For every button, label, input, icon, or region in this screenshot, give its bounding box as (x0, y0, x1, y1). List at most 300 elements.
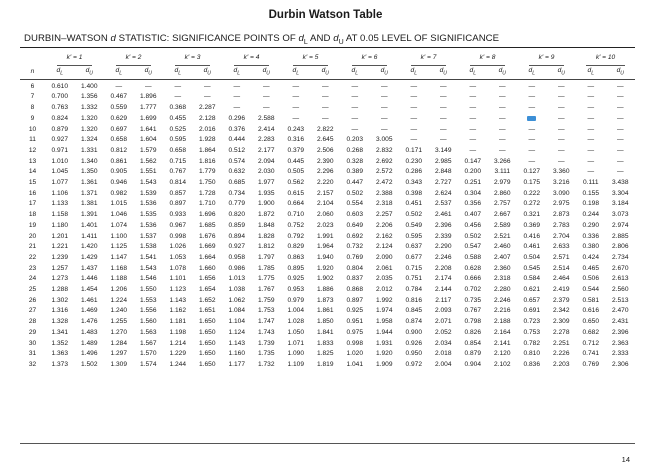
table-cell: 2.506 (316, 146, 334, 154)
table-row (20, 264, 635, 275)
table-cell: 2.783 (552, 221, 570, 229)
table-cell: 0.792 (287, 232, 304, 240)
table-row (20, 296, 635, 307)
table-cell: 0.376 (228, 125, 245, 133)
table-cell: 1.669 (198, 243, 216, 251)
empty-cell-dash: — (262, 104, 270, 112)
table-cell: 1.940 (316, 253, 334, 261)
table-cell: 0.175 (523, 179, 540, 187)
table-cell: 2.832 (375, 146, 393, 154)
table-cell: 2.571 (552, 253, 570, 261)
table-cell: 0.998 (169, 232, 186, 240)
table-cell: 1.106 (51, 189, 68, 197)
page-title: Durbin Watson Table (268, 9, 383, 21)
table-cell: 1.896 (139, 93, 157, 101)
table-cell: 0.837 (346, 275, 363, 283)
table-cell: 0.900 (405, 328, 422, 336)
table-cell: 2.157 (316, 189, 334, 197)
table-cell: 1.902 (316, 275, 334, 283)
table-cell: 1.775 (257, 275, 275, 283)
table-cell: 1.077 (51, 179, 68, 187)
table-cell: 1.958 (375, 318, 393, 326)
empty-cell-dash: — (587, 125, 595, 133)
table-cell: 1.779 (198, 168, 216, 176)
table-cell: 0.927 (51, 136, 68, 144)
table-cell: 2.633 (552, 243, 570, 251)
table-cell: 2.071 (434, 318, 452, 326)
table-cell: 0.735 (464, 296, 481, 304)
table-cell: 2.848 (434, 168, 452, 176)
table-cell: 0.588 (464, 253, 481, 261)
empty-cell-dash: — (292, 93, 300, 101)
table-cell: 0.666 (464, 275, 481, 283)
table-cell: 1.411 (81, 232, 98, 240)
table-cell: 1.710 (198, 200, 216, 208)
table-cell: 1.841 (316, 328, 334, 336)
row-n-value: 30 (28, 339, 37, 347)
table-cell: 1.550 (139, 286, 157, 294)
table-cell: 2.339 (434, 232, 452, 240)
table-row (20, 339, 635, 350)
table-cell: 1.188 (110, 275, 127, 283)
du-column-header: $d_U$ (370, 66, 400, 80)
table-cell: 2.885 (612, 232, 629, 240)
table-cell: 0.782 (523, 339, 540, 347)
table-cell: 1.324 (80, 136, 98, 144)
table-cell: 0.416 (523, 232, 540, 240)
table-cell: 0.895 (287, 264, 304, 272)
table-cell: 2.975 (552, 200, 570, 208)
table-cell: 1.020 (346, 350, 363, 358)
table-cell: 1.541 (139, 253, 157, 261)
table-cell: 2.822 (316, 125, 334, 133)
table-cell: 2.985 (434, 157, 452, 165)
empty-cell-dash: — (616, 168, 624, 176)
table-cell: 2.012 (375, 286, 393, 294)
table-cell: 1.078 (169, 264, 186, 272)
table-cell: 1.239 (51, 253, 68, 261)
table-cell: 2.560 (612, 286, 629, 294)
empty-cell-dash: — (351, 93, 359, 101)
table-cell: 0.857 (169, 189, 186, 197)
dl-column-header: $d_L$ (517, 66, 547, 80)
table-cell: 0.751 (405, 275, 422, 283)
empty-cell-dash: — (587, 114, 595, 122)
table-cell: 2.296 (316, 168, 334, 176)
selection-marker-icon (527, 116, 536, 121)
row-n-value: 29 (28, 328, 37, 336)
table-row (20, 274, 635, 285)
table-row (20, 189, 635, 200)
du-column-header: $d_U$ (606, 66, 636, 80)
empty-cell-dash: — (616, 157, 624, 165)
table-cell: 0.328 (346, 157, 363, 165)
table-cell: 0.859 (228, 221, 245, 229)
empty-cell-dash: — (380, 93, 388, 101)
bottom-rule (20, 443, 635, 444)
table-row (20, 210, 635, 221)
empty-cell-dash: — (439, 104, 447, 112)
table-cell: 0.986 (228, 264, 245, 272)
table-cell: 1.401 (80, 221, 98, 229)
empty-cell-dash: — (351, 125, 359, 133)
table-cell: 2.589 (493, 221, 511, 229)
empty-cell-dash: — (233, 104, 241, 112)
table-cell: 0.198 (582, 200, 599, 208)
table-cell: 2.806 (612, 243, 629, 251)
empty-cell-dash: — (498, 146, 506, 154)
table-cell: 2.117 (435, 296, 452, 304)
dl-column-header: $d_L$ (458, 66, 488, 80)
table-cell: 2.306 (612, 361, 629, 368)
table-cell: 1.797 (257, 253, 275, 261)
row-n-value: 9 (30, 114, 35, 122)
d-header-row (20, 66, 635, 80)
empty-cell-dash: — (380, 104, 388, 112)
table-cell: 1.777 (139, 104, 157, 112)
table-cell: 0.222 (523, 189, 540, 197)
table-cell: 1.201 (51, 232, 68, 240)
table-cell: 3.184 (612, 200, 629, 208)
empty-cell-dash: — (469, 93, 477, 101)
empty-cell-dash: — (410, 93, 418, 101)
empty-cell-dash: — (498, 104, 506, 112)
row-n-value: 17 (28, 200, 37, 208)
table-cell: 0.547 (464, 243, 481, 251)
table-cell: 1.872 (257, 211, 275, 219)
table-row (20, 242, 635, 253)
table-cell: 1.537 (139, 232, 157, 240)
empty-cell-dash: — (587, 136, 595, 144)
table-cell: 1.214 (169, 339, 186, 347)
table-cell: 0.628 (464, 264, 481, 272)
empty-cell-dash: — (469, 104, 477, 112)
du-column-header: $d_U$ (547, 66, 577, 80)
k-header: k′ = 3 (163, 53, 222, 66)
table-cell: 1.496 (80, 350, 98, 358)
table-cell: 1.991 (316, 232, 334, 240)
table-cell: 0.998 (346, 339, 363, 347)
table-cell: 1.045 (51, 168, 68, 176)
empty-cell-dash: — (439, 82, 447, 90)
table-row (20, 328, 635, 339)
empty-cell-dash: — (351, 82, 359, 90)
table-cell: 0.982 (110, 189, 127, 197)
du-column-header: $d_U$ (75, 66, 105, 80)
table-cell: 2.318 (493, 275, 511, 283)
table-cell: 1.328 (51, 318, 68, 326)
empty-cell-dash: — (351, 104, 359, 112)
table-cell: 1.536 (139, 221, 157, 229)
empty-cell-dash: — (203, 82, 211, 90)
table-row (20, 135, 635, 146)
empty-cell-dash: — (203, 93, 211, 101)
table-cell: 0.444 (228, 136, 245, 144)
table-cell: 2.464 (552, 275, 570, 283)
empty-cell-dash: — (616, 136, 624, 144)
table-cell: 1.654 (198, 286, 216, 294)
table-cell: 1.084 (228, 307, 245, 315)
table-cell: 1.062 (228, 296, 245, 304)
table-cell: 2.572 (375, 168, 393, 176)
row-n-value: 19 (28, 221, 37, 229)
empty-cell-dash: — (587, 104, 595, 112)
table-cell: 0.927 (228, 243, 245, 251)
table-cell: 1.053 (169, 253, 186, 261)
table-cell: 3.090 (552, 189, 570, 197)
empty-cell-dash: — (380, 125, 388, 133)
table-cell: 1.013 (228, 275, 245, 283)
table-row (20, 167, 635, 178)
row-n-value: 22 (28, 253, 37, 261)
empty-cell-dash: — (321, 104, 329, 112)
table-cell: 0.767 (169, 168, 186, 176)
table-cell: 0.502 (405, 211, 422, 219)
empty-cell-dash: — (587, 93, 595, 101)
table-cell: 0.854 (464, 339, 481, 347)
table-cell: 1.900 (257, 200, 275, 208)
page-number: 14 (621, 455, 630, 464)
table-cell: 1.320 (80, 125, 98, 133)
table-cell: 0.451 (405, 200, 422, 208)
table-cell: 2.624 (434, 189, 452, 197)
table-cell: 1.974 (375, 307, 393, 315)
table-cell: 1.356 (80, 93, 98, 101)
row-n-value: 10 (28, 125, 37, 133)
table-cell: 2.388 (375, 189, 393, 197)
empty-cell-dash: — (616, 146, 624, 154)
table-cell: 1.071 (287, 339, 304, 347)
table-cell: 0.804 (346, 264, 363, 272)
table-cell: 0.251 (464, 179, 481, 187)
table-cell: 1.850 (316, 318, 334, 326)
row-n-value: 8 (30, 104, 35, 112)
dl-column-header: $d_L$ (281, 66, 311, 80)
table-cell: 0.467 (110, 93, 127, 101)
table-cell: 1.437 (80, 264, 98, 272)
empty-cell-dash: — (528, 157, 536, 165)
dl-column-header: $d_L$ (163, 66, 193, 80)
empty-cell-dash: — (498, 125, 506, 133)
table-cell: 0.925 (287, 275, 304, 283)
table-cell: 1.739 (257, 339, 275, 347)
table-cell: 0.845 (405, 307, 422, 315)
table-cell: 1.350 (80, 168, 98, 176)
table-cell: 2.396 (612, 328, 629, 336)
table-cell: 1.728 (198, 189, 216, 197)
table-cell: 2.060 (316, 211, 334, 219)
table-cell: 2.414 (257, 125, 275, 133)
row-n-value: 24 (28, 275, 37, 283)
table-cell: 1.977 (257, 179, 275, 187)
empty-cell-dash: — (439, 93, 447, 101)
table-cell: 1.928 (198, 136, 216, 144)
table-cell: 1.125 (110, 243, 127, 251)
table-cell: 2.164 (493, 328, 511, 336)
table-cell: 1.489 (80, 339, 98, 347)
table-cell: 2.472 (375, 179, 393, 187)
dl-column-header: $d_L$ (45, 66, 75, 80)
empty-cell-dash: — (557, 125, 565, 133)
table-cell: 0.544 (582, 286, 599, 294)
du-column-header: $d_U$ (252, 66, 282, 80)
table-cell: 1.861 (316, 307, 334, 315)
table-cell: 0.505 (287, 168, 304, 176)
table-cell: 0.682 (582, 328, 599, 336)
table-cell: 0.753 (523, 328, 540, 336)
empty-cell-dash: — (616, 82, 624, 90)
table-cell: 1.123 (169, 286, 186, 294)
top-rule (20, 47, 635, 48)
table-cell: 0.369 (523, 221, 540, 229)
empty-cell-dash: — (321, 82, 329, 90)
table-cell: 0.816 (405, 296, 422, 304)
table-row (20, 146, 635, 157)
table-cell: 1.162 (169, 307, 186, 315)
table-cell: 2.093 (434, 307, 452, 315)
table-row (20, 285, 635, 296)
table-cell: 1.028 (287, 318, 304, 326)
table-cell: 0.200 (464, 168, 481, 176)
table-cell: 0.506 (582, 275, 599, 283)
table-cell: 0.732 (346, 243, 363, 251)
row-n-value: 25 (28, 286, 37, 294)
table-cell: 2.035 (375, 275, 393, 283)
table-cell: 0.272 (523, 200, 540, 208)
table-cell: 1.177 (228, 361, 245, 368)
table-cell: 2.023 (316, 221, 334, 229)
table-cell: 0.398 (405, 189, 422, 197)
dl-column-header: $d_L$ (399, 66, 429, 80)
table-cell: 0.810 (523, 350, 540, 358)
dl-column-header: $d_L$ (222, 66, 252, 80)
table-cell: 2.246 (434, 253, 452, 261)
k-header: k′ = 4 (222, 53, 281, 66)
table-cell: 3.304 (612, 189, 629, 197)
durbin-watson-table (20, 53, 635, 371)
table-row (20, 92, 635, 103)
empty-cell-dash: — (292, 104, 300, 112)
table-cell: 0.897 (346, 296, 363, 304)
table-cell: 1.461 (80, 296, 98, 304)
table-cell: 0.664 (287, 200, 304, 208)
table-cell: 1.735 (257, 350, 275, 358)
table-cell: 1.101 (169, 275, 186, 283)
table-cell: 1.240 (110, 307, 127, 315)
empty-cell-dash: — (616, 114, 624, 122)
empty-cell-dash: — (439, 114, 447, 122)
table-cell: 1.873 (316, 296, 334, 304)
table-cell: 1.664 (198, 253, 216, 261)
empty-cell-dash: — (262, 93, 270, 101)
table-cell: 2.692 (375, 157, 393, 165)
table-cell: 1.446 (80, 275, 98, 283)
table-cell: 2.203 (552, 361, 570, 368)
row-n-value: 11 (29, 136, 36, 144)
table-cell: 2.396 (434, 221, 452, 229)
table-cell: 0.946 (110, 179, 127, 187)
table-cell: 0.456 (464, 221, 481, 229)
table-cell: 1.158 (51, 211, 68, 219)
table-cell: 3.438 (612, 179, 629, 187)
empty-cell-dash: — (321, 114, 329, 122)
table-cell: 2.016 (198, 125, 216, 133)
table-cell: 0.455 (169, 114, 186, 122)
table-cell: 0.461 (523, 243, 540, 251)
table-cell: 2.470 (612, 307, 629, 315)
table-cell: 2.333 (612, 350, 629, 358)
table-cell: 1.753 (257, 307, 275, 315)
table-cell: 0.658 (169, 146, 186, 154)
table-cell: 1.090 (287, 350, 304, 358)
table-cell: 2.174 (434, 275, 452, 283)
table-cell: 2.460 (493, 243, 511, 251)
table-cell: 0.829 (287, 243, 304, 251)
table-cell: 1.074 (110, 221, 127, 229)
table-cell: 0.637 (405, 243, 422, 251)
table-cell: 1.476 (80, 318, 98, 326)
table-cell: 0.407 (464, 211, 481, 219)
table-cell: 0.243 (287, 125, 304, 133)
table-cell: 1.400 (80, 82, 98, 90)
table-cell: 1.198 (169, 328, 186, 336)
table-cell: 2.144 (434, 286, 452, 294)
empty-cell-dash: — (587, 168, 595, 176)
table-cell: 1.038 (228, 286, 245, 294)
table-cell: 0.615 (287, 189, 304, 197)
table-cell: 1.660 (198, 264, 216, 272)
table-cell: 1.604 (139, 136, 157, 144)
table-cell: 1.641 (139, 125, 157, 133)
table-cell: 2.419 (552, 286, 570, 294)
table-cell: 2.670 (612, 264, 629, 272)
table-cell: 3.216 (552, 179, 570, 187)
table-cell: 2.318 (375, 200, 393, 208)
empty-cell-dash: — (469, 146, 477, 154)
table-cell: 2.537 (434, 200, 452, 208)
table-cell: 1.650 (198, 318, 216, 326)
table-cell: 0.356 (464, 200, 481, 208)
table-cell: 0.905 (110, 168, 127, 176)
table-cell: 0.559 (110, 104, 127, 112)
table-cell: 1.371 (80, 189, 98, 197)
table-cell: 0.861 (110, 157, 127, 165)
k-header-corner (20, 53, 45, 66)
table-cell: 0.779 (228, 200, 245, 208)
empty-cell-dash: — (528, 136, 536, 144)
table-cell: 0.268 (346, 146, 363, 154)
table-cell: 1.469 (80, 307, 98, 315)
table-cell: 1.886 (316, 286, 334, 294)
table-cell: 1.732 (257, 361, 275, 368)
table-cell: 0.610 (51, 82, 68, 90)
table-cell: 0.155 (582, 189, 599, 197)
table-cell: 1.562 (139, 157, 157, 165)
empty-cell-dash: — (292, 82, 300, 90)
table-cell: 0.868 (346, 286, 363, 294)
table-cell: 2.206 (375, 221, 393, 229)
empty-cell-dash: — (469, 114, 477, 122)
du-column-header: $d_U$ (488, 66, 518, 80)
table-cell: 2.613 (612, 275, 629, 283)
table-cell: 2.860 (493, 189, 511, 197)
table-row (20, 232, 635, 243)
table-cell: 1.579 (139, 146, 157, 154)
empty-cell-dash: — (410, 82, 418, 90)
table-cell: 2.667 (493, 211, 511, 219)
table-cell: 1.454 (80, 286, 98, 294)
empty-cell-dash: — (115, 82, 123, 90)
